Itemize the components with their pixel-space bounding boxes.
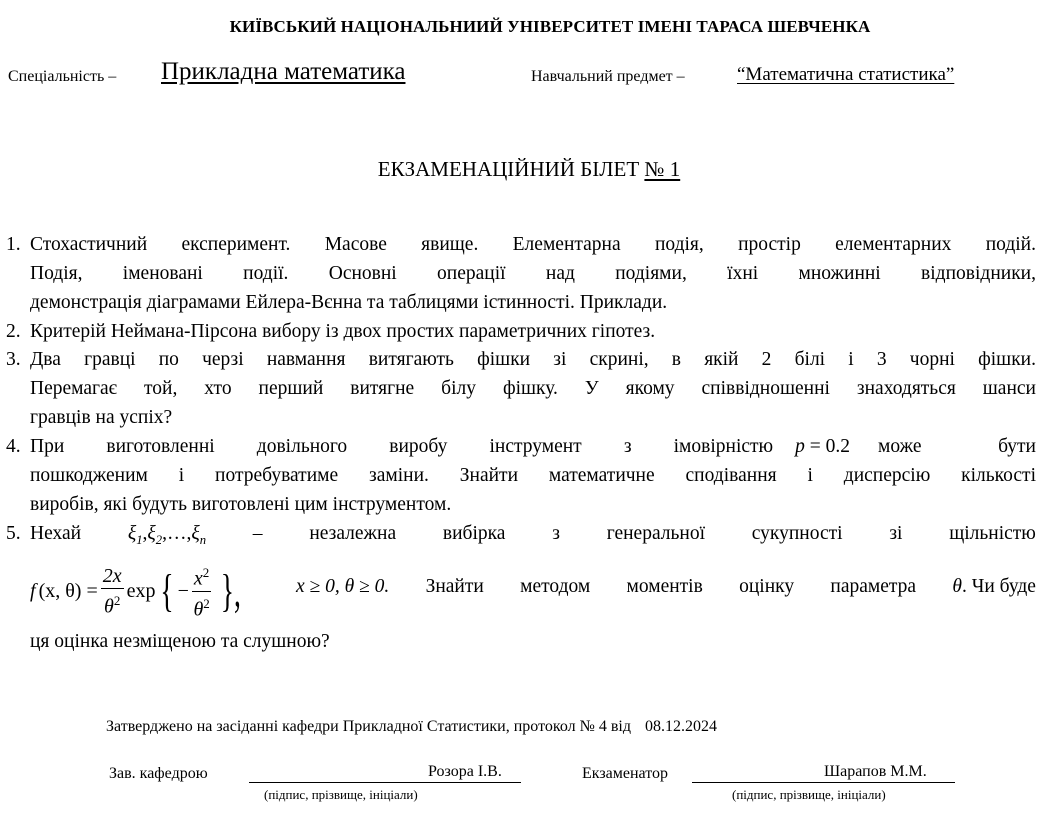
p-variable: p	[795, 436, 805, 457]
theta-tail	[952, 576, 1036, 598]
question-word: параметра	[830, 576, 917, 597]
question-1	[6, 230, 1036, 317]
xi-symbol: ξ	[191, 523, 200, 544]
question-line: Перемагає той, хто перший витягне білу фішку. У якому співвідношенні знаходяться шанси	[30, 378, 1036, 399]
theta-symbol: θ	[193, 598, 204, 621]
question-4	[6, 432, 1036, 519]
head-signature-hint: (підпис, прізвище, ініціали)	[264, 787, 418, 802]
fraction	[192, 561, 211, 621]
question-word: методом	[520, 576, 591, 597]
question-line: ця оцінка незміщеною та слушною?	[30, 631, 330, 652]
specialty-value: Прикладна математика	[161, 58, 406, 85]
question-2	[6, 317, 1036, 346]
comma: ,	[142, 523, 148, 544]
question-line: Критерій Неймана-Пірсона вибору із двох простих параметричних гіпотез.	[30, 321, 656, 342]
theta-symbol: θ	[104, 595, 114, 618]
superscript: 2	[113, 592, 121, 608]
x-symbol: x	[193, 567, 203, 590]
xi-symbol: ξ	[147, 523, 156, 544]
question-number: 5.	[6, 523, 21, 544]
subscript: 2	[155, 532, 163, 547]
subscript: 1	[136, 532, 143, 547]
question-line: виробів, які будуть виготовлені цим інструментом.	[30, 494, 452, 515]
question-number: 4.	[6, 436, 21, 457]
question-5	[6, 519, 1036, 555]
superscript: 2	[203, 595, 210, 611]
exp-function: exp	[126, 579, 156, 602]
ticket-title-text: ЕКЗАМЕНАЦІЙНИЙ БІЛЕТ	[377, 157, 640, 181]
question-word: моментів	[626, 576, 703, 597]
f-symbol: f	[30, 579, 36, 602]
approval-date: 08.12.2024	[645, 718, 718, 735]
denominator	[104, 589, 120, 619]
question-line: Два гравці по черзі навмання витягають фішки зі скрині, в якій 2 білі і 3 чорні фішки.	[30, 349, 1036, 370]
question-text: При виготовленні довільного виробу інструмент з імовірністю	[30, 436, 774, 457]
question-word: з	[552, 523, 560, 544]
question-word: незалежна	[309, 523, 397, 544]
subject-label: Навчальний предмет –	[531, 68, 685, 85]
question-word: Знайти	[425, 576, 484, 597]
question-text: . Чи буде	[961, 576, 1036, 597]
question-word: оцінку	[739, 576, 795, 597]
university-name: КИЇВСЬКИЙ НАЦІОНАЛЬНИИЙ УНІВЕРСИТЕТ ІМЕНІ ТАРАСА ШЕВЧЕНКА	[229, 17, 871, 36]
numerator	[192, 561, 211, 592]
head-signature-line	[249, 782, 521, 783]
minus-sign: −	[177, 579, 189, 602]
conditions: x ≥ 0, θ ≥ 0.	[296, 576, 390, 597]
formula-args: (x, θ) =	[38, 579, 98, 602]
xi-symbol: ξ	[127, 523, 137, 544]
question-3	[6, 345, 1036, 432]
denominator	[193, 592, 209, 622]
question-number: 1.	[6, 234, 21, 255]
approval-note	[106, 718, 717, 736]
fraction	[101, 564, 124, 619]
p-value: = 0.2	[809, 436, 850, 457]
question-line	[30, 432, 1036, 461]
density-formula	[30, 556, 248, 626]
question-line: Стохастичний експеримент. Масове явище. Елементарна подія, простір елементарних подій.	[30, 234, 1036, 255]
question-line: гравців на успіх?	[30, 407, 173, 428]
approval-text: Затверджено на засіданні кафедри Прикладної Статистики, протокол № 4 від	[106, 718, 632, 735]
question-text: може бути	[878, 436, 1036, 457]
question-word: зі	[889, 523, 903, 544]
sample-formula	[128, 519, 206, 555]
theta-symbol: θ	[952, 576, 962, 597]
head-of-department-label: Зав. кафедрою	[109, 765, 208, 782]
question-line: пошкодженим і потребуватиме заміни. Знайти математичне сподівання і дисперсію кількості	[30, 465, 1036, 486]
question-text: Нехай	[30, 523, 82, 544]
examiner-label: Екзаменатор	[582, 765, 669, 782]
formula-tail	[296, 576, 1036, 598]
examiner-signature-line	[692, 782, 955, 783]
question-line: Подія, іменовані події. Основні операції над подіями, їхні множинні відповідники,	[30, 263, 1036, 284]
question-word: сукупності	[751, 523, 843, 544]
examiner-name: Шарапов М.М.	[824, 763, 927, 780]
left-brace: {	[159, 565, 174, 616]
specialty-label: Спеціальність –	[8, 68, 117, 85]
head-of-department-name: Розора І.В.	[428, 763, 502, 780]
density-formula-row	[30, 556, 1036, 626]
ticket-number: № 1	[644, 157, 681, 181]
subscript: n	[199, 532, 207, 547]
right-brace: },	[221, 565, 242, 616]
ellipsis: ,…,	[162, 523, 192, 544]
superscript: 2	[202, 564, 210, 580]
dash: –	[252, 523, 263, 544]
probability-formula	[795, 432, 850, 461]
question-word: щільністю	[949, 523, 1036, 544]
examiner-signature-hint: (підпис, прізвище, ініціали)	[732, 787, 886, 802]
question-word: генеральної	[606, 523, 705, 544]
question-line	[30, 519, 1036, 555]
question-line: демонстрація діаграмами Ейлера-Вєнна та таблицями істинності. Приклади.	[30, 292, 668, 313]
subject-value: “Математична статистика”	[737, 64, 955, 85]
question-number: 2.	[6, 321, 21, 342]
question-word: вибірка	[442, 523, 506, 544]
question-number: 3.	[6, 349, 21, 370]
numerator: 2x	[102, 564, 122, 587]
ticket-title	[0, 157, 1040, 182]
